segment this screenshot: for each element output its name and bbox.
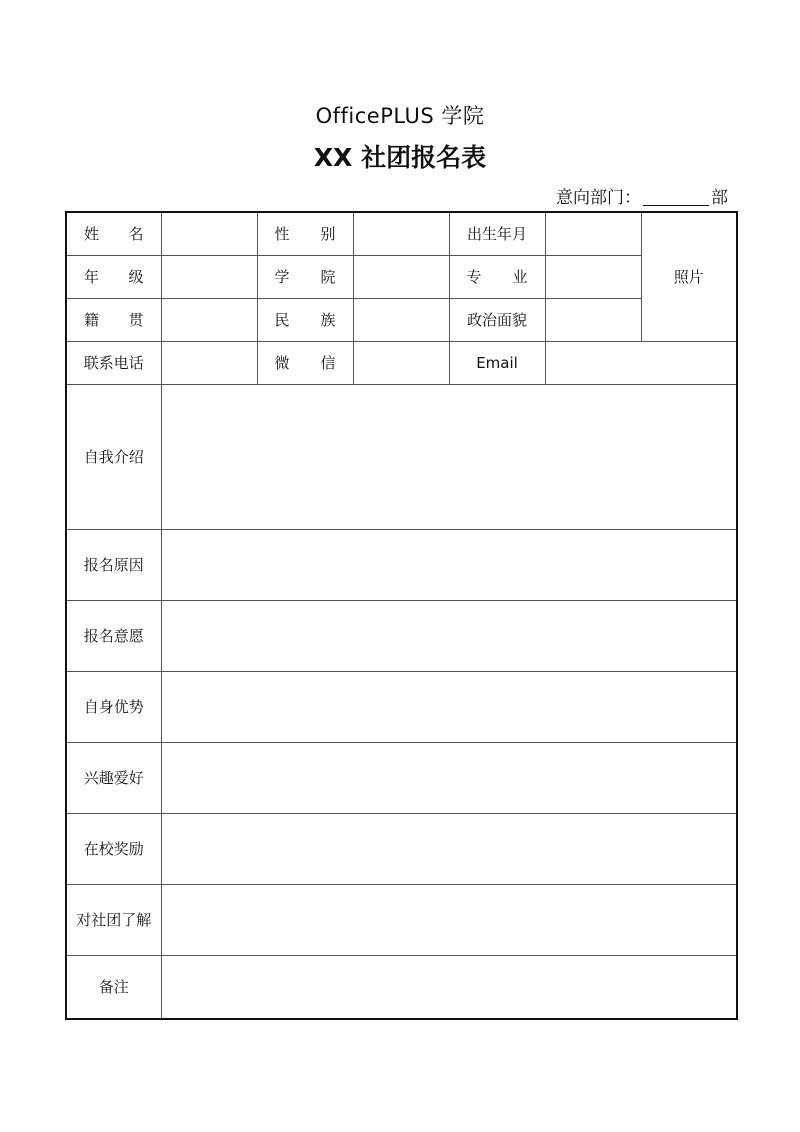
label-ethnicity: [257, 298, 353, 341]
label-wechat: [257, 341, 353, 384]
label-char: 业: [512, 268, 528, 286]
department-blank[interactable]: [643, 187, 709, 206]
photo-box[interactable]: 照片: [641, 212, 737, 341]
field-reason[interactable]: [161, 529, 737, 600]
registration-form-table: [65, 211, 738, 1020]
label-char: 年: [84, 268, 100, 286]
section-row: [66, 813, 737, 884]
label-char: 院: [320, 268, 336, 286]
label-name: [66, 212, 161, 255]
label-club-understanding: 对社团了解: [66, 884, 161, 955]
label-char: 籍: [84, 311, 100, 329]
label-awards: 在校奖励: [66, 813, 161, 884]
label-char: 信: [320, 354, 336, 372]
label-self-introduction: 自我介绍: [66, 384, 161, 529]
info-row: [66, 255, 737, 298]
field-hobbies[interactable]: [161, 742, 737, 813]
label-major: [449, 255, 545, 298]
label-char: 别: [320, 225, 336, 244]
field-remarks[interactable]: [161, 955, 737, 1019]
label-reason: 报名原因: [66, 529, 161, 600]
section-row: [66, 384, 737, 529]
department-label: 意向部门：: [556, 188, 641, 208]
section-row: [66, 884, 737, 955]
label-grade: [66, 255, 161, 298]
label-gender: [257, 212, 353, 255]
label-char: 族: [320, 311, 336, 329]
field-political-status[interactable]: [545, 298, 641, 341]
label-char: 民: [274, 311, 290, 329]
field-grade[interactable]: [161, 255, 257, 298]
label-char: 微: [274, 354, 290, 372]
field-college[interactable]: [353, 255, 449, 298]
label-char: 级: [128, 268, 144, 286]
info-row: [66, 341, 737, 384]
label-email: Email: [449, 341, 545, 384]
label-char: 姓: [84, 225, 100, 244]
field-phone[interactable]: [161, 341, 257, 384]
field-club-understanding[interactable]: [161, 884, 737, 955]
label-char: 专: [466, 268, 482, 286]
organization-title: OfficePLUS 学院: [315, 104, 485, 128]
label-char: 性: [274, 225, 290, 244]
label-hobbies: 兴趣爱好: [66, 742, 161, 813]
label-char: 学: [274, 268, 290, 286]
section-row: [66, 671, 737, 742]
info-row: [66, 212, 737, 255]
section-row: [66, 955, 737, 1019]
field-self-introduction[interactable]: [161, 384, 737, 529]
field-ethnicity[interactable]: [353, 298, 449, 341]
label-char: 名: [128, 225, 144, 244]
field-name[interactable]: [161, 212, 257, 255]
label-birth-date: 出生年月: [449, 212, 545, 255]
section-row: [66, 600, 737, 671]
label-phone: 联系电话: [66, 341, 161, 384]
section-row: [66, 742, 737, 813]
field-gender[interactable]: [353, 212, 449, 255]
section-row: [66, 529, 737, 600]
label-char: 贯: [128, 311, 144, 329]
field-intention[interactable]: [161, 600, 737, 671]
label-remarks: 备注: [66, 955, 161, 1019]
label-strengths: 自身优势: [66, 671, 161, 742]
department-suffix: 部: [711, 188, 728, 208]
form-title: XX 社团报名表: [313, 143, 487, 172]
department-line: [556, 183, 728, 208]
field-wechat[interactable]: [353, 341, 449, 384]
label-college: [257, 255, 353, 298]
label-native-place: [66, 298, 161, 341]
label-intention: 报名意愿: [66, 600, 161, 671]
info-row: [66, 298, 737, 341]
field-strengths[interactable]: [161, 671, 737, 742]
field-awards[interactable]: [161, 813, 737, 884]
field-native-place[interactable]: [161, 298, 257, 341]
field-email[interactable]: [545, 341, 737, 384]
label-political-status: 政治面貌: [449, 298, 545, 341]
field-birth-date[interactable]: [545, 212, 641, 255]
field-major[interactable]: [545, 255, 641, 298]
